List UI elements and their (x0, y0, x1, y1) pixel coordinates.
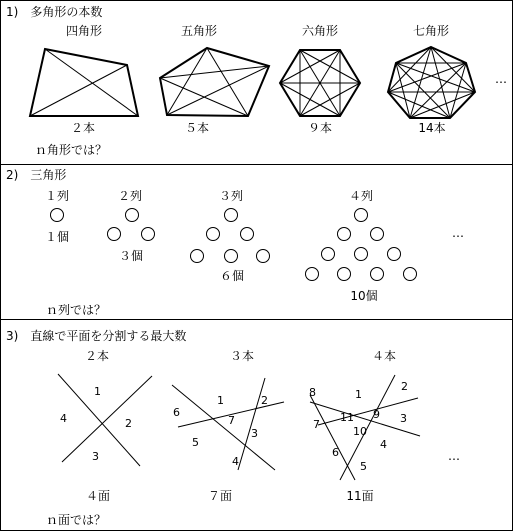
quadrilateral-label: 四角形 (65, 24, 103, 38)
circle (354, 208, 368, 222)
quadrilateral-count: ２本 (70, 121, 96, 135)
region-number: 9 (373, 408, 380, 421)
circle (224, 208, 238, 222)
two-lines-label: ２本 (84, 349, 110, 363)
three-lines-label: ３本 (229, 349, 255, 363)
circle (240, 227, 254, 241)
region-number: 4 (232, 455, 239, 468)
section2-question: ｎ列では？ (46, 303, 107, 317)
lines-ellipsis: … (448, 449, 460, 463)
region-number: 1 (94, 385, 101, 398)
four-lines-faces: 11面 (346, 489, 374, 503)
region-number: 3 (92, 450, 99, 463)
row-label-2: ２列 (117, 189, 143, 203)
circle (403, 267, 417, 281)
circle (387, 247, 401, 261)
two-lines-faces: ４面 (85, 489, 111, 503)
region-number: 11 (340, 411, 354, 424)
region-number: 3 (251, 427, 258, 440)
heptagon-count: 14本 (418, 121, 446, 135)
section2-heading: 2) 三角形 (6, 168, 67, 182)
row-label-4: ４列 (348, 189, 374, 203)
circle (321, 247, 335, 261)
circle (107, 227, 121, 241)
region-number: 1 (217, 394, 224, 407)
region-number: 3 (400, 412, 407, 425)
section3-heading: 3) 直線で平面を分割する最大数 (6, 329, 187, 343)
count-4: 10個 (350, 289, 378, 303)
region-number: 6 (332, 446, 339, 459)
count-1: １個 (44, 230, 70, 244)
region-number: 1 (355, 388, 362, 401)
region-number: 2 (125, 417, 132, 430)
region-number: 6 (173, 406, 180, 419)
hexagon-count: ９本 (307, 121, 333, 135)
region-number: 5 (360, 460, 367, 473)
circle (206, 227, 220, 241)
triangles-ellipsis: … (452, 226, 464, 240)
section1-question: ｎ角形では？ (35, 143, 108, 157)
heptagon-label: 七角形 (412, 24, 450, 38)
region-number: 7 (313, 418, 320, 431)
circle (190, 249, 204, 263)
count-2: ３個 (118, 249, 144, 263)
two-lines-figure (58, 374, 152, 466)
region-number: 10 (353, 425, 367, 438)
pentagon-shape (160, 48, 269, 116)
circle (141, 227, 155, 241)
region-number: 4 (60, 412, 67, 425)
circle (370, 267, 384, 281)
three-lines-faces: ７面 (207, 489, 233, 503)
hexagon-label: 六角形 (301, 24, 339, 38)
circle (224, 249, 238, 263)
circle (354, 247, 368, 261)
four-lines-label: ４本 (371, 349, 397, 363)
region-number: 2 (401, 380, 408, 393)
pentagon-count: ５本 (184, 121, 210, 135)
count-3: ６個 (219, 269, 245, 283)
row-label-3: ３列 (218, 189, 244, 203)
circle (337, 267, 351, 281)
circle (305, 267, 319, 281)
region-number: 4 (380, 438, 387, 451)
circle (337, 227, 351, 241)
section1-heading: 1) 多角形の本数 (6, 5, 103, 19)
hexagon-shape (280, 50, 360, 116)
circle (370, 227, 384, 241)
region-number: 2 (261, 394, 268, 407)
region-number: 8 (309, 386, 316, 399)
polygons-ellipsis: … (495, 72, 507, 86)
quadrilateral-shape (30, 49, 138, 116)
section3-question: ｎ面では？ (46, 513, 107, 527)
pentagon-label: 五角形 (180, 24, 218, 38)
region-number: 5 (192, 436, 199, 449)
region-number: 7 (228, 414, 235, 427)
circle (125, 208, 139, 222)
row-label-1: １列 (44, 189, 70, 203)
heptagon-shape (388, 47, 475, 118)
circle (50, 208, 64, 222)
circle (256, 249, 270, 263)
